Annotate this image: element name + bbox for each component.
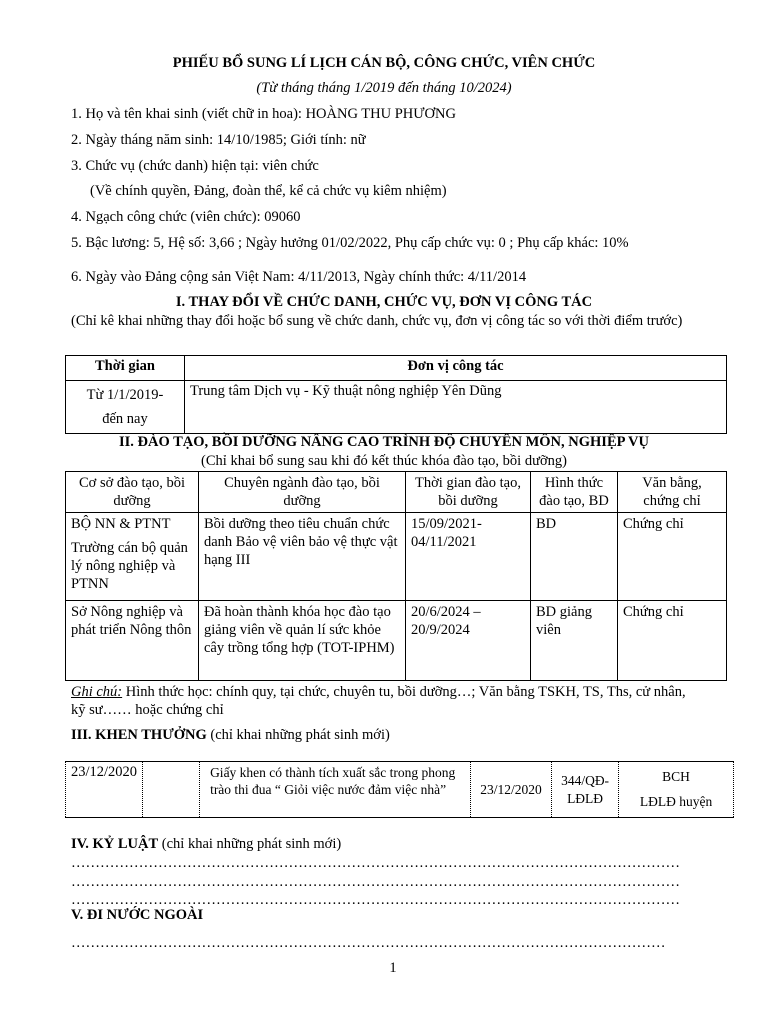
training-header-school: Cơ sở đào tạo, bồi dưỡng [66, 472, 199, 513]
training-note-label: Ghi chú: [71, 684, 123, 700]
info-line-rank: 4. Ngạch công chức (viên chức): 09060 [71, 209, 301, 225]
document-subtitle: (Từ tháng tháng 1/2019 đến tháng 10/2024) [256, 80, 512, 96]
training-cert-cell: Chứng chỉ [618, 513, 727, 601]
info-line-position: 3. Chức vụ (chức danh) hiện tại: viên chức [71, 158, 319, 174]
award-content-cell: Giấy khen có thành tích xuất sắc trong phong trào thi đua “ Giỏi việc nước đảm việc nhà” [200, 762, 471, 818]
training-major-cell: Bồi dưỡng theo tiêu chuẩn chức danh Bảo vệ viên bảo vệ thực vật hạng III [199, 513, 406, 601]
section4-dots-2: ……………………………………………………………………………………………………………… [71, 874, 680, 890]
training-form-cell: BD giảng viên [531, 601, 618, 681]
section3-title: III. KHEN THƯỞNG [71, 727, 207, 743]
info-line-salary: 5. Bậc lương: 5, Hệ số: 3,66 ; Ngày hưởng 01/02/2022, Phụ cấp chức vụ: 0 ; Phụ cấp khác: 10% [71, 235, 629, 251]
table-row [66, 762, 734, 818]
award-date-cell: 23/12/2020 [66, 762, 143, 818]
section4-heading [71, 836, 341, 853]
training-header-form: Hình thức đào tạo, BD [531, 472, 618, 513]
section2-title: II. ĐÀO TẠO, BỒI DƯỠNG NÂNG CAO TRÌNH ĐỘ CHUYÊN MÔN, NGHIỆP VỤ [119, 434, 649, 450]
section5-dots: …………………………………………………………………………………………………………… [71, 935, 666, 951]
table-row [66, 601, 727, 681]
training-school-cell: Sở Nông nghiệp và phát triển Nông thôn [66, 601, 199, 681]
awards-table [65, 761, 734, 818]
section3-note: (chỉ khai những phát sinh mới) [206, 727, 390, 743]
training-table [65, 471, 727, 681]
training-note-text: Hình thức học: chính quy, tại chức, chuyên tu, bồi dưỡng…; Văn bằng TSKH, TS, Ths, cử nhân, [122, 684, 686, 700]
training-cert-cell: Chứng chỉ [618, 601, 727, 681]
work-unit-table [65, 355, 727, 434]
section1-title: I. THAY ĐỔI VỀ CHỨC DANH, CHỨC VỤ, ĐƠN VỊ CÔNG TÁC [175, 294, 593, 310]
training-header-time: Thời gian đào tạo, bồi dưỡng [406, 472, 531, 513]
award-decision-cell: 344/QĐ-LĐLĐ [552, 762, 619, 818]
info-line-position-note: (Về chính quyền, Đảng, đoàn thể, kể cả chức vụ kiêm nhiệm) [90, 183, 447, 199]
info-line-name: 1. Họ và tên khai sinh (viết chữ in hoa): HOÀNG THU PHƯƠNG [71, 106, 456, 122]
award-issuer-cell [619, 762, 734, 818]
award-issuer-line2: LĐLĐ huyện [639, 794, 713, 809]
work-unit-cell: Trung tâm Dịch vụ - Kỹ thuật nông nghiệp Yên Dũng [185, 381, 727, 434]
col-unit-header: Đơn vị công tác [185, 356, 727, 381]
work-time-start: Từ 1/1/2019- [86, 387, 164, 403]
training-school-cell [66, 513, 199, 601]
training-form-cell: BD [531, 513, 618, 601]
table-row [66, 513, 727, 601]
document-title: PHIẾU BỔ SUNG LÍ LỊCH CÁN BỘ, CÔNG CHỨC, VIÊN CHỨC [172, 55, 596, 71]
training-note [71, 684, 686, 701]
training-header-cert: Văn bằng, chứng chỉ [618, 472, 727, 513]
section3-heading [71, 727, 390, 744]
section4-dots-1: ……………………………………………………………………………………………………………… [71, 855, 680, 871]
col-time-header: Thời gian [66, 356, 185, 381]
section4-dots-3: ……………………………………………………………………………………………………………… [71, 892, 680, 908]
training-header-major: Chuyên ngành đào tạo, bồi dưỡng [199, 472, 406, 513]
training-time-cell: 15/09/2021-04/11/2021 [406, 513, 531, 601]
training-time-cell: 20/6/2024 – 20/9/2024 [406, 601, 531, 681]
section5-title: V. ĐI NƯỚC NGOÀI [71, 907, 204, 923]
training-school-ministry: BỘ NN & PTNT [71, 516, 171, 532]
info-line-birth: 2. Ngày tháng năm sinh: 14/10/1985; Giới tính: nữ [71, 132, 366, 148]
section4-note: (chỉ khai những phát sinh mới) [158, 836, 342, 852]
work-time-cell [66, 381, 185, 434]
training-major-cell: Đã hoàn thành khóa học đào tạo giảng viên về quản lí sức khỏe cây trồng tổng hợp (TOT-IPHM) [199, 601, 406, 681]
work-time-end: đến nay [102, 411, 148, 427]
training-school-name: Trường cán bộ quản lý nông nghiệp và PTNN [71, 540, 188, 592]
award-date2-cell: 23/12/2020 [471, 762, 552, 818]
section2-note: (Chỉ khai bổ sung sau khi đó kết thúc khóa đào tạo, bồi dưỡng) [201, 453, 567, 469]
award-empty-cell [143, 762, 200, 818]
training-note-continued: kỹ sư…… hoặc chứng chỉ [71, 702, 224, 718]
page-number: 1 [389, 960, 397, 976]
info-line-party: 6. Ngày vào Đảng cộng sản Việt Nam: 4/11/2013, Ngày chính thức: 4/11/2014 [71, 269, 527, 285]
award-issuer-line1: BCH [662, 769, 690, 784]
section1-note: (Chỉ kê khai những thay đổi hoặc bổ sung về chức danh, chức vụ, đơn vị công tác so với thời điểm trước) [71, 313, 683, 329]
section4-title: IV. KỶ LUẬT [71, 836, 159, 852]
